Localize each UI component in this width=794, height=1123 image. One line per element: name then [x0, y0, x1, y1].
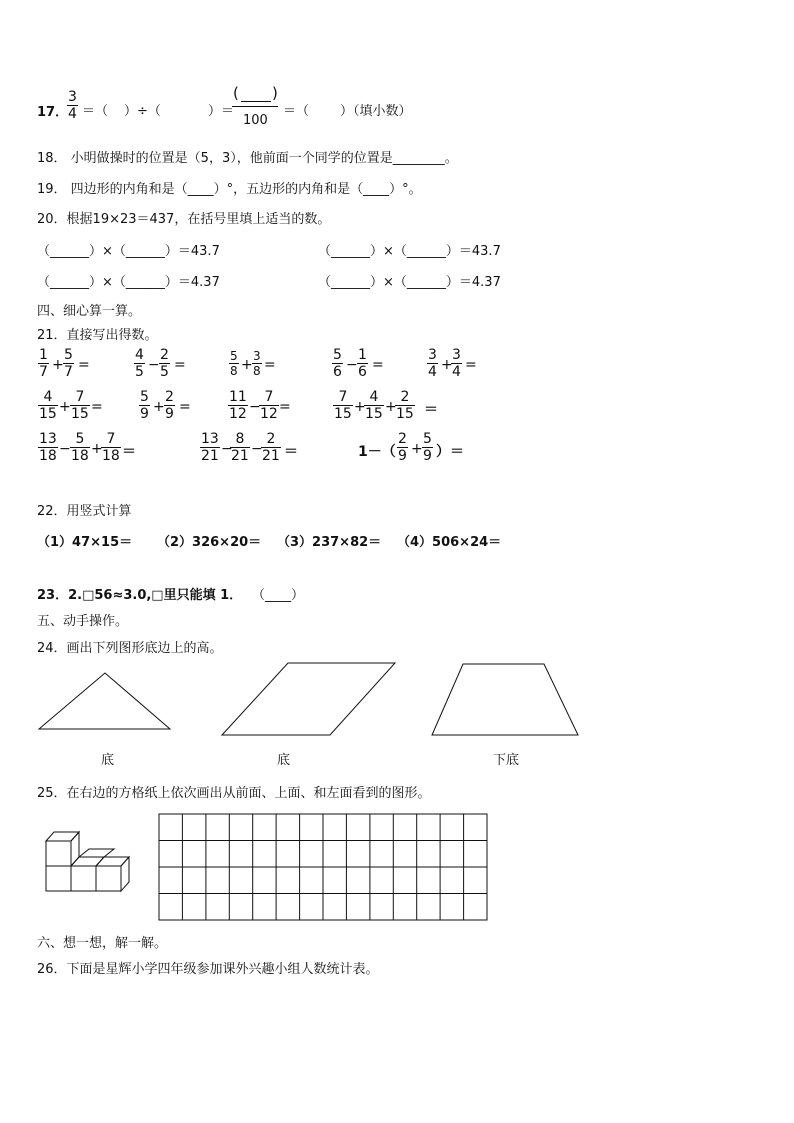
- prefix: 1－（: [358, 444, 396, 460]
- fraction: 2 9: [165, 389, 174, 422]
- question-20-title: 20．根据19×23＝437，在括号里填上适当的数。: [37, 212, 331, 227]
- q17-div: ）÷（: [124, 104, 161, 119]
- question-21-title: 21．直接写出得数。: [37, 328, 158, 343]
- operator: +: [52, 357, 64, 373]
- q17-paren-left: (: [233, 84, 239, 102]
- fraction: 7 12: [260, 389, 278, 422]
- equals: ＝: [424, 402, 438, 418]
- q17-tail: ）（填小数）: [340, 104, 412, 119]
- operator: +: [59, 399, 71, 415]
- q22-item-4: （4）506×24＝: [397, 535, 502, 550]
- triangle-shape: [39, 673, 170, 729]
- operator: +: [241, 357, 253, 373]
- fraction: 4 15: [365, 389, 383, 422]
- trapezoid-shape: [432, 664, 578, 735]
- section-6-heading: 六、想一想，解一解。: [37, 936, 168, 951]
- q17-frac-denominator: 4: [68, 106, 77, 122]
- fraction: 2 5: [160, 347, 169, 380]
- fraction: 7 18: [102, 431, 120, 464]
- fraction: 4 5: [135, 347, 144, 380]
- grid-paper: [159, 814, 487, 920]
- operator: −: [346, 357, 358, 373]
- operator: +: [354, 399, 366, 415]
- fraction: 4 15: [39, 389, 57, 422]
- q20-row2-right: （______）×（______）＝4.37: [318, 275, 501, 290]
- q17-eq2: ）＝: [208, 104, 235, 119]
- fraction: 5 7: [64, 347, 73, 380]
- fraction: 5 9: [140, 389, 149, 422]
- fraction: 2 21: [262, 431, 280, 464]
- q17-numerator-blank: [241, 87, 271, 102]
- equals: =: [179, 399, 191, 415]
- section-4-heading: 四、细心算一算。: [37, 304, 142, 319]
- operator: +: [91, 441, 103, 457]
- equals: ＝: [284, 444, 298, 460]
- question-25-title: 25．在右边的方格纸上依次画出从前面、上面、和左面看到的图形。: [37, 786, 431, 801]
- fraction: 5 9: [423, 431, 432, 464]
- fraction: 2 9: [398, 431, 407, 464]
- suffix: ）＝: [436, 444, 464, 460]
- fraction: 5 18: [71, 431, 89, 464]
- equals: =: [264, 357, 276, 373]
- question-22-title: 22．用竖式计算: [37, 504, 132, 519]
- operator: +: [153, 399, 165, 415]
- q20-row2-left: （______）×（______）＝4.37: [37, 275, 220, 290]
- trapezoid-base-label: 下底: [493, 753, 520, 768]
- parallelogram-base-label: 底: [277, 753, 291, 768]
- operator: −: [221, 441, 233, 457]
- q17-paren-right: ): [272, 84, 278, 102]
- equals: =: [78, 357, 90, 373]
- fraction: 13 18: [39, 431, 57, 464]
- fraction: 11 12: [229, 389, 247, 422]
- question-24-title: 24．画出下列图形底边上的高。: [37, 641, 223, 656]
- section-5-heading: 五、动手操作。: [37, 614, 129, 629]
- operator: +: [385, 399, 397, 415]
- triangle-base-label: 底: [101, 753, 115, 768]
- equals: =: [91, 399, 103, 415]
- q17-fraction-bar: [232, 106, 278, 107]
- fraction: 1 6: [358, 347, 367, 380]
- operator: −: [59, 441, 71, 457]
- equals: =: [174, 357, 186, 373]
- fraction: 3 8: [253, 349, 261, 378]
- question-26-title: 26．下面是星辉小学四年级参加课外兴趣小组人数统计表。: [37, 962, 379, 977]
- q20-row1-left: （______）×（______）＝43.7: [37, 244, 220, 259]
- fraction: 8 21: [231, 431, 249, 464]
- fraction: 5 6: [333, 347, 342, 380]
- q20-row1-right: （______）×（______）＝43.7: [318, 244, 501, 259]
- operator: −: [251, 441, 263, 457]
- q22-item-1: （1）47×15＝: [37, 535, 133, 550]
- equals: =: [465, 357, 477, 373]
- fraction: 5 8: [230, 349, 238, 378]
- q17-frac-numerator: 3: [68, 89, 77, 105]
- fraction: 7 15: [71, 389, 89, 422]
- operator: −: [148, 357, 160, 373]
- equals: =: [279, 399, 291, 415]
- q17-denominator-100: 100: [243, 113, 268, 128]
- fraction: 13 21: [201, 431, 219, 464]
- cube-stack-figure: [46, 832, 129, 891]
- q22-item-2: （2）326×20＝: [157, 535, 262, 550]
- question-23: 23．2.□56≈3.0,□里只能填 1．: [37, 588, 243, 603]
- q23-answer-blank: （____）: [252, 588, 305, 603]
- q17-number: 17．: [37, 105, 69, 120]
- fraction: 3 4: [428, 347, 437, 380]
- q17-fraction: [67, 90, 78, 121]
- question-19: 19． 四边形的内角和是（____）°，五边形的内角和是（____）°。: [37, 182, 422, 197]
- equals: =: [372, 357, 384, 373]
- q17-eq1: ＝（: [82, 104, 109, 119]
- equals: ＝: [122, 444, 136, 460]
- parallelogram-shape: [222, 663, 395, 735]
- operator: +: [411, 441, 423, 457]
- fraction: 2 15: [396, 389, 414, 422]
- operator: −: [249, 399, 261, 415]
- question-18: 18． 小明做操时的位置是（5，3），他前面一个同学的位置是________。: [37, 151, 458, 166]
- operator: +: [441, 357, 453, 373]
- fraction: 3 4: [452, 347, 461, 380]
- q22-item-3: （3）237×82＝: [277, 535, 382, 550]
- fraction: 1 7: [39, 347, 48, 380]
- fraction: 7 15: [334, 389, 352, 422]
- q17-eq3: ＝（: [283, 104, 310, 119]
